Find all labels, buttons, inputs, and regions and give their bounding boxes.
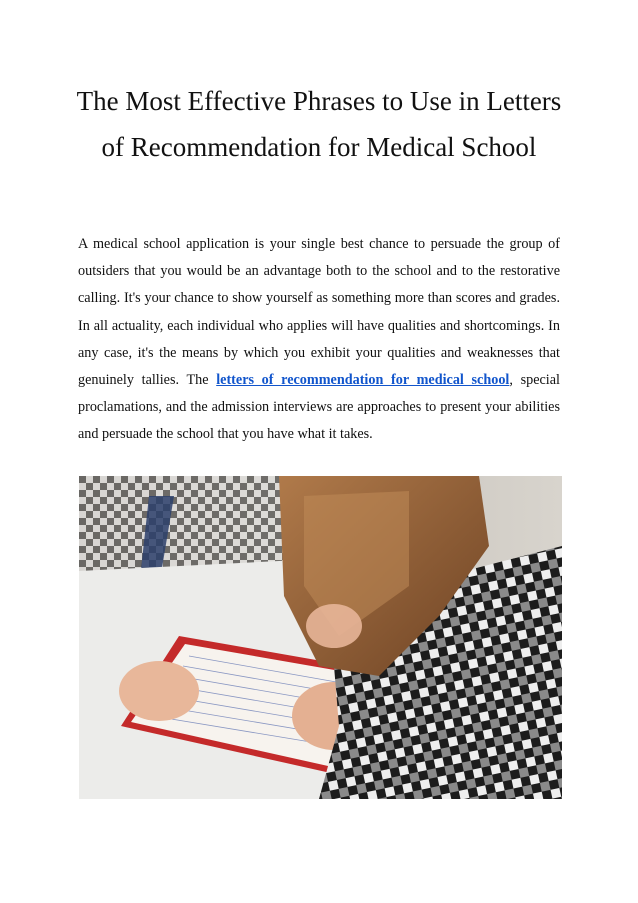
paragraph-text-after-link: , special proclamations, and the admission interviews are approaches to present your abilities and persuade the school that you have what it takes.	[78, 372, 560, 443]
page-title: The Most Effective Phrases to Use in Letters of Recommendation for Medical School	[76, 86, 562, 162]
paragraph-text-before-link: A medical school application is your single best chance to persuade the group of outsiders that you would be an advantage both to the school and to the restorative calling. It's your chance to show yourself as something more than scores and grades. In all actuality, each individual who applies will have qualities and shortcomings. In any case, it's the means by which you exhibit your qualities and weaknesses that genuinely tallies. The	[78, 236, 560, 389]
intro-paragraph	[78, 231, 560, 449]
student-writing-photo	[79, 476, 562, 799]
recommendation-letters-link[interactable]: letters of recommendation for medical school	[216, 372, 510, 389]
